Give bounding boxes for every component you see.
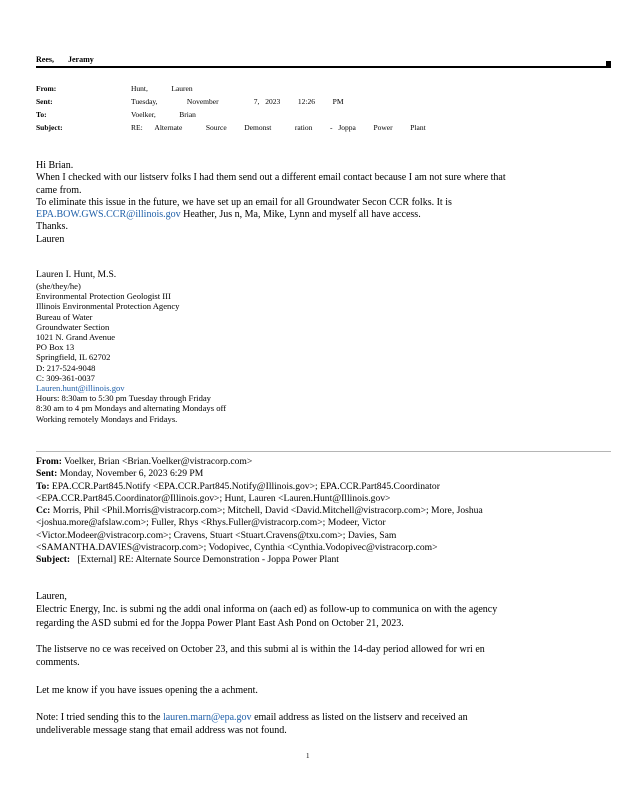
message-paragraph-2 (36, 643, 611, 670)
fwd-cc-row (36, 505, 611, 517)
header-from-value: Hunt, Lauren (131, 84, 193, 93)
fwd-cc-line-2: <joshua.more@afslaw.com>; Fuller, Rhys <Rhys.Fuller@vistracorp.com>; Modeer, Victor (36, 517, 386, 529)
forwarded-header (36, 456, 611, 567)
header-subject-value: RE: Alternate Source Demonst ration - Joppa Power Plant (131, 123, 426, 132)
header-from-label: From: (36, 84, 57, 93)
fwd-subject-row (36, 554, 611, 566)
message-paragraph-4 (36, 711, 611, 738)
sig-phone-c: C: 309-361-0037 (36, 372, 95, 383)
top-rule (36, 66, 611, 68)
header-to-value: Voelker, Brian (131, 110, 196, 119)
fwd-subject-value: [External] RE: Alternate Source Demonstration - Joppa Power Plant (77, 554, 339, 566)
fwd-sent-label: Sent: (36, 468, 58, 480)
sig-pobox: PO Box 13 (36, 342, 75, 353)
sig-pronouns: (she/they/he) (36, 281, 81, 291)
sig-title: Environmental Protection Geologist III (36, 291, 171, 302)
reply-line-4 (36, 209, 606, 221)
fwd-sent-value: Monday, November 6, 2023 6:29 PM (59, 468, 204, 480)
fwd-cc-line-3: <Victor.Modeer@vistracorp.com>; Cravens, Stuart <Stuart.Cravens@txu.com>; Davies, Sam (36, 529, 397, 541)
fwd-cc-label: Cc: (36, 505, 51, 517)
msg-p3: Let me know if you have issues opening the a achment. (36, 685, 258, 696)
sender-name: Rees, Jeramy (36, 55, 94, 64)
sig-city: Springfield, IL 62702 (36, 352, 111, 363)
message-paragraph-3 (36, 684, 611, 697)
message-greeting-block (36, 590, 611, 630)
msg-p2-line-2: comments. (36, 657, 80, 669)
msg-p1-line-2: regarding the ASD submi ed for the Joppa Power Plant East Ash Pond on October 21, 2023. (36, 617, 404, 629)
fwd-from-label: From: (36, 456, 62, 467)
fwd-cc-line-1: Morris, Phil <Phil.Morris@vistracorp.com>; Mitchell, David <David.Mitchell@vistracorp.com>; More, Joshua (52, 505, 483, 517)
top-rule-end (606, 61, 611, 68)
divider (36, 451, 611, 452)
header-sent-value: Tuesday, November 7, 2023 12:26 PM (131, 97, 344, 106)
msg-greeting: Lauren, (36, 591, 67, 602)
msg-p1-line-1: Electric Energy, Inc. is submi ng the addi onal informa on (aach ed) as follow-up to communica on with the agency (36, 604, 498, 616)
fwd-to-line-1: EPA.CCR.Part845.Notify <EPA.CCR.Part845.Notify@Illinois.gov>; EPA.CCR.Part845.Coordinator (51, 480, 440, 492)
fwd-sent-row (36, 468, 611, 480)
sig-bureau: Bureau of Water (36, 311, 93, 322)
msg-p2-line-1: The listserve no ce was received on October 23, and this submi al is within the 14-day period allowed for wri en (36, 644, 485, 655)
header-subject-label: Subject: (36, 123, 63, 132)
header-to-label: To: (36, 110, 47, 119)
msg-p4-line-1 (36, 711, 611, 724)
sig-section: Groundwater Section (36, 321, 110, 332)
fwd-to-label: To: (36, 480, 50, 492)
reply-greeting: Hi Brian. (36, 160, 74, 171)
fwd-cc-line-4: <SAMANTHA.DAVIES@vistracorp.com>; Vodopivec, Cynthia <Cynthia.Vodopivec@vistracorp.com> (36, 542, 438, 554)
sig-hours-2: 8:30 am to 4 pm Mondays and alternating Mondays off (36, 403, 227, 414)
fwd-from-value: Voelker, Brian <Brian.Voelker@vistracorp.com> (64, 456, 253, 467)
fwd-to-row (36, 481, 611, 493)
page-number: 1 (306, 752, 310, 760)
reply-line-4-rest: Heather, Jus n, Ma, Mike, Lynn and myself all have access. (180, 209, 421, 221)
reply-body (36, 160, 606, 246)
reply-line-2: came from. (36, 184, 82, 196)
group-email-link[interactable]: EPA.BOW.GWS.CCR@illinois.gov (36, 209, 181, 221)
reply-line-1: When I checked with our listserv folks I had them send out a different email contact because I am not sure where that (36, 172, 506, 184)
msg-p4-post: email address as listed on the listserv and received an (251, 712, 468, 723)
msg-p4-pre: Note: I tried sending this to the (36, 712, 163, 723)
reply-thanks: Thanks. (36, 221, 68, 233)
fwd-from-row (36, 456, 611, 468)
header-sent-label: Sent: (36, 97, 53, 106)
fwd-to-line-2: <EPA.CCR.Part845.Coordinator@Illinois.gov>; Hunt, Lauren <Lauren.Hunt@Illinois.gov> (36, 492, 391, 504)
sig-street: 1021 N. Grand Avenue (36, 332, 116, 343)
sig-phone-d: D: 217-524-9048 (36, 362, 96, 373)
reply-line-3: To eliminate this issue in the future, we have set up an email for all Groundwater Secon CCR folks. It is (36, 196, 452, 208)
sig-email-link[interactable]: Lauren.hunt@illinois.gov (36, 383, 125, 394)
reply-name: Lauren (36, 233, 65, 245)
sig-hours-3: Working remotely Mondays and Fridays. (36, 413, 178, 424)
signature-block (36, 269, 226, 424)
msg-p4-email-link[interactable]: lauren.marn@epa.gov (162, 712, 252, 723)
sig-name: Lauren I. Hunt, M.S. (36, 269, 117, 280)
msg-p4-line-2: undeliverable message stang that email address was not found. (36, 725, 287, 737)
sig-agency: Illinois Environmental Protection Agency (36, 301, 180, 312)
fwd-subject-label: Subject: (36, 554, 71, 566)
sig-hours-1: Hours: 8:30am to 5:30 pm Tuesday through Friday (36, 393, 211, 404)
